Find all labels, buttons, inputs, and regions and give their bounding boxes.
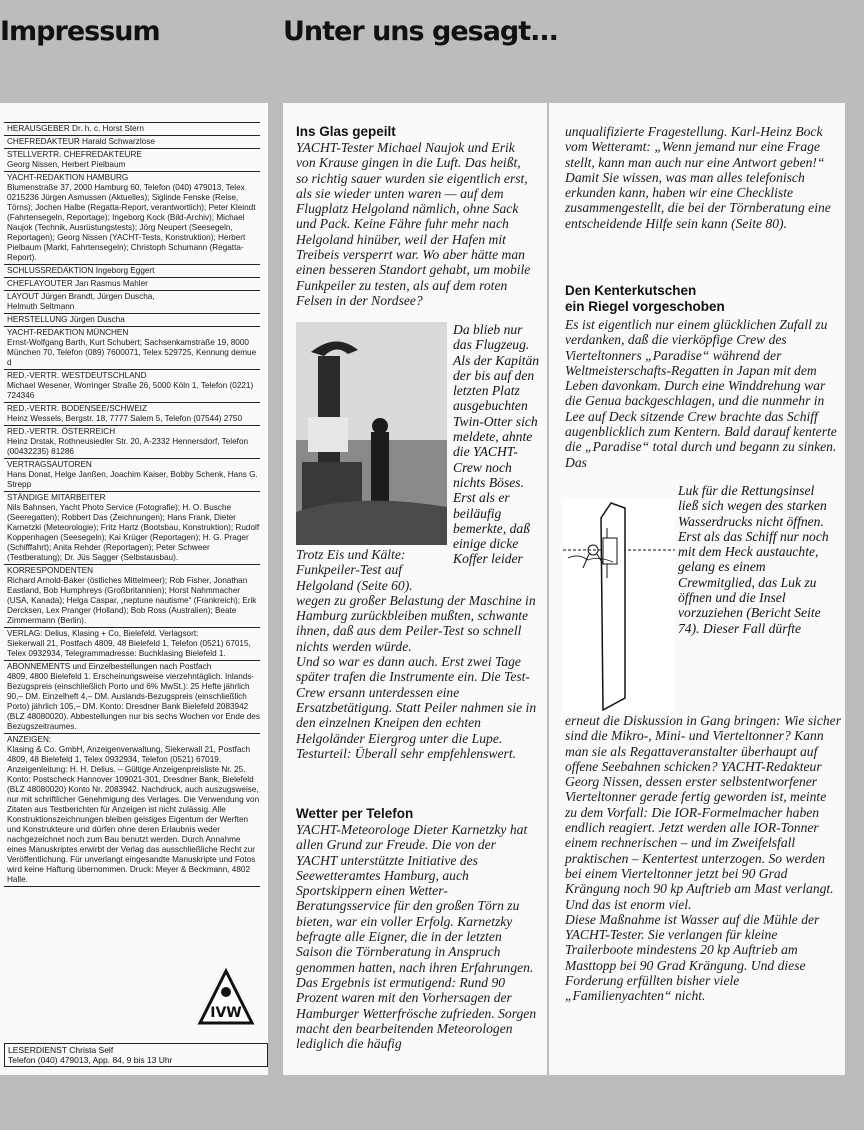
impressum-body: Georg Nissen, Herbert Pielbaum [7,160,126,169]
article-paragraph: erneut die Diskussion in Gang bringen: Wie sicher sind die Mikro-, Mini- und Vierteltonner? Kann man sie als Regattaveranstalter überhaupt auf offene Seebahnen schicken? YACHT-Redakteur Georg Nissen, dessen erster selbstentworfener Vierteltonner gerade fertig geworden ist, meinte zu dem Vorfall: Die IOR-Formelmacher haben endlich reagiert. Jetzt werden alle IOR-Tonner einem rechnerischen – und im Zweifelsfall praktischen – Kentertest unterzogen. So werden bei einem Vierteltonner jetzt bei 90 Grad Krängung noch 90 kp Auftrieb am Mast verlangt. Und das ist enorm viel. [565,713,841,912]
article-wetter [296,806,540,1051]
impressum-section [4,135,260,148]
impressum-section [4,458,260,491]
svg-text:IVW: IVW [210,1005,242,1021]
helgoland-photo [296,322,447,545]
impressum-section [4,326,260,369]
impressum-heading: ANZEIGEN: [7,735,52,744]
impressum-heading: YACHT-REDAKTION MÜNCHEN [7,328,129,337]
impressum-title: Impressum [0,16,160,47]
impressum-heading: VERTRAGSAUTOREN [7,460,92,469]
impressum-list [4,122,260,887]
impressum-body: Ernst-Wolfgang Barth, Kurt Schubert; Sachsenkamstraße 19, 8000 München 70, Telefon (089) 7600071, Telex 529725, Kennung demue d [7,338,257,367]
photo-image [296,322,447,545]
impressum-heading: RED.-VERTR. ÖSTERREICH [7,427,116,436]
impressum-section [4,369,260,402]
article-paragraph: Es ist eigentlich nur einem glücklichen Zufall zu verdanken, daß die vierköpfige Crew des Vierteltonners „Paradise“ während der Weltmeisterschafts-Regatten in Japan mit dem Leben davonkam. Durch eine Winddrehung war die Genua backgeschlagen, und die nunmehr in Lee auf Deck sitzende Crew brachte das Schiff augenblicklich zum Kentern. Bald darauf kenterte die „Paradise“ total durch und begann zu sinken. Das [565,317,837,470]
article-paragraph: YACHT-Tester Michael Naujok und Erik von Krause gingen in die Luft. Das heißt, so richtig sauer wurden sie eigentlich erst, als sie wieder unten waren — auf dem Flugplatz Helgoland nämlich, ohne Sack und Pack. Keine Fähre fuhr mehr nach Helgoland hinüber, weil der Hafen mit Treibeis versperrt war. Wo aber hätte man einen besseren Standort gehabt, um mobile Funkpeiler zu testen, als auf dem roten Felsen in der Nordsee? [296,140,531,308]
impressum-section [4,313,260,326]
article-wetter-continued [565,124,841,231]
impressum-section [4,660,260,733]
impressum-heading: CHEFLAYOUTER Jan Rasmus Mahler [7,279,148,288]
impressum-heading: ABONNEMENTS und Einzelbestellungen nach Postfach [7,662,212,671]
photo-caption: Trotz Eis und Kälte: Funkpeiler-Test auf Helgoland (Seite 60). [296,547,413,593]
impressum-section [4,425,260,458]
impressum-body: 4809, 4800 Bielefeld 1. Erscheinungsweise vierzehntäglich. Inlands-Bezugspreis (einschließlich Porto und 6% MwSt.): 25 Hefte jährlich 90,– DM. Einzelheft 4,– DM. Auslands-Bezugspreis (einschließlich Porto) jährlich 105,– DM. Konto: Dresdner Bank Bielefeld 2083942 (BLZ 48080020). Abbestellungen nur bis sechs Wochen vor Ende des Bezugszeitraumes. [7,672,260,731]
article-kenterkutschen [565,283,841,470]
article-subheading: ein Riegel vorgeschoben [565,299,725,314]
impressum-section [4,171,260,264]
article-ins-glas [296,124,536,308]
impressum-section [4,264,260,277]
article-paragraph: unqualifizierte Fragestellung. Karl-Heinz Bock vom Wetteramt: „Wenn jemand nur eine Frage stellt, kann man auch nur eine Antwort geben!“ Damit Sie wissen, was man alles telefonisch erkunden kann, haben wir eine Checkliste zusammengestellt, die bei der Törnberatung eine entscheidende Hilfe sein kann (Seite 80). [565,124,831,231]
impressum-heading: STELLVERTR. CHEFREDAKTEURE [7,150,142,159]
article-paragraph: wegen zu großer Belastung der Maschine in Hamburg zurückbleiben mußten, schwante ihnen, daß aus dem Peiler-Test so schnell nichts werden würde. [296,592,536,654]
impressum-body: Helmuth Seltmann [7,302,75,311]
impressum-heading: LAYOUT Jürgen Brandt, Jürgen Duscha, [7,292,155,301]
article-wrap-text: Luk für die Rettungsinsel ließ sich wegen des starken Wasserdrucks nicht öffnen. Erst als das Schiff nur noch mit dem Heck austauchte, gelang es einem Crewmitglied, das Luk zu öffnen und die Insel vorzuziehen (Bericht Seite 74). Dieser Fall dürfte [678,483,829,636]
page-title: Unter uns gesagt... [283,16,558,47]
impressum-body: Siekerwall 21, Postfach 4809, 48 Bielefeld 1, Telefon (0521) 67015, Telex 0932934, Telegrammadresse: Buchklasing Bielefeld 1. [7,639,251,658]
leserdienst-phone: Telefon (040) 479013, App. 84, 9 bis 13 Uhr [8,1055,173,1065]
article-ins-glas-continued [296,547,540,761]
impressum-heading: YACHT-REDAKTION HAMBURG [7,173,129,182]
impressum-section [4,564,260,627]
impressum-section [4,277,260,290]
impressum-section [4,122,260,135]
impressum-body: Michael Wesener, Worringer Straße 26, 5000 Köln 1, Telefon (0221) 724346 [7,381,254,400]
impressum-section [4,627,260,660]
impressum-heading: SCHLUSSREDAKTION Ingeborg Eggert [7,266,155,275]
article-wrap-text: Da blieb nur das Flugzeug. Als der Kapitän der bis auf den letzten Platz ausgebuchten Twin-Otter sich meldete, ahnte die YACHT-Crew noch nichts Böses. Erst als er beiläufig bemerkte, daß einige dicke Koffer leider [453,322,540,567]
ivw-logo [197,968,255,1026]
impressum-heading: KORRESPONDENTEN [7,566,93,575]
article-kenterkutschen-continued [565,713,841,1004]
article-paragraph: YACHT-Meteorologe Dieter Karnetzky hat allen Grund zur Freude. Die von der YACHT unterstützte Initiative des Seewetteramtes Hamburg, auch Sportskippern einen Wetter-Beratungsservice für den großen Törn zu bieten, war ein voller Erfolg. Karnetzky befragte alle Eigner, die in der letzten Saison die Törnberatung in Anspruch genommen hatten, nach ihren Erfahrungen. Das Ergebnis ist ermutigend: Rund 90 Prozent waren mit den Vorhersagen der Hamburger Wetterfrösche zufrieden. Sorgen macht den bearbeitenden Meteorologen lediglich die häufig [296,822,537,1052]
impressum-heading: VERLAG: Delius, Klasing + Co, Bielefeld. Verlagsort: [7,629,199,638]
article-heading: Den Kenterkutschen [565,283,697,298]
impressum-heading: CHEFREDAKTEUR Harald Schwarzlose [7,137,155,146]
article-heading: Wetter per Telefon [296,806,414,821]
impressum-section [4,491,260,564]
impressum-body: Hans Donat, Helge Janßen, Joachim Kaiser, Bobby Schenk, Hans G. Strepp [7,470,258,489]
capsized-boat-drawing [563,498,675,713]
article-paragraph: Diese Maßnahme ist Wasser auf die Mühle der YACHT-Tester. Sie verlangen für kleine Trailerboote mindestens 20 kp Auftrieb am Masttopp bei 90 Grad Krängung. Und diese Forderung erfüllten bisher viele „Familienyachten“ nicht. [565,911,820,1004]
drawing-image [563,498,675,713]
article-heading: Ins Glas gepeilt [296,124,396,139]
impressum-body: Richard Arnold-Baker (östliches Mittelmeer); Rob Fisher, Jonathan Eastland, Bob Humphreys (Großbritannien); Horst Nahmmacher (USA, Kanada); Helga Caspar, „neptune nautisme“ (Frankreich); Erik Dercksen, Lex Pranger (Holland); Bob Ross (Australien); Beate Zimmermann (Berlin). [7,576,257,625]
impressum-heading: RED.-VERTR. WESTDEUTSCHLAND [7,371,147,380]
impressum-heading: HERSTELLUNG Jürgen Duscha [7,315,125,324]
impressum-body: Klasing & Co. GmbH, Anzeigenverwaltung, Siekerwall 21, Postfach 4809, 48 Bielefeld 1, Telex 0932934, Telefon (0521) 67019. Anzeigenleitung: H. H. Delius. – Gültige Anzeigenpreisliste Nr. 25. Konto: Postscheck Hannover 109021-301, Dresdner Bank, Bielefeld (BLZ 48080020) Konto Nr. 2083942. Nachdruck, auch auszugsweise, nur mit schriftlicher Genehmigung des Verlages. Die Verwendung von Zitaten aus Testberichten für Anzeigen ist nicht zulässig. Alle Konstruktionszeichnungen bleiben geistiges Eigentum der Werften und Konstrukteure und dürfen ohne deren Erlaubnis weder nachgezeichnet noch zum Bau benutzt werden. Durch Annahme eines Manuskriptes erwirbt der Verlag das ausschließliche Recht zur Veröffentlichung. Für unverlangt eingesandte Manuskripte und Fotos wird keine Haftung übernommen. Druck: Meyer & Beckmann, 4802 Halle. [7,745,260,884]
article-paragraph: Und so war es dann auch. Erst zwei Tage später trafen die Instrumente ein. Die Test-Crew ersann unterdessen eine Ersatzbetätigung. Statt Peiler nahmen sie in den einzelnen Kneipen den echten Helgoländer Eiergrog unter die Lupe. Testurteil: Überall sehr empfehlenswert. [296,654,537,761]
impressum-section [4,148,260,171]
impressum-section [4,290,260,313]
impressum-body: Blumenstraße 37, 2000 Hamburg 60, Telefon (040) 479013, Telex 0215236 Jürgen Asmussen (Aktuelles); Siglinde Fenske (Reise, Törns); Jochen Halbe (Regatta-Report, verantwortlich); Peter Kleindt (Fahrtensegeln, Reportage); Ingeborg Kock (Bild-Archiv); Michael Naujok (Technik, Ausrüstungstests); Jörg Neupert (Seesegeln, Reportagen); Georg Nissen (YACHT-Tests, Konstruktion); Herbert Pielbaum (Markt, Fahrtensegeln); Christoph Schumann (Regatta-Report). [7,183,256,262]
impressum-section [4,733,260,887]
impressum-heading: HERAUSGEBER Dr. h. c. Horst Stern [7,124,144,133]
impressum-body: Nils Bahnsen, Yacht Photo Service (Fotografie); H. O. Busche (Seeregatten); Robbert Das (Zeichnungen); Hans Frank, Dieter Karnetzki (Meteorologie); Fritz Hartz (Bootsbau, Konstruktion); Rudolf Koppenhagen (Seesegeln); Kai Krüger (Reportagen); H. G. Prager (Schifffahrt); Anita Rehder (Reportagen); Peter Schweer (Testberatung); Dr. Jüs Sagger (Selbstausbau). [7,503,260,562]
impressum-heading: STÄNDIGE MITARBEITER [7,493,106,502]
impressum-body: Heinz Drstak, Rothneusiedler Str. 20, A-2332 Hennersdorf, Telefon (00432235) 81286 [7,437,249,456]
impressum-section [4,402,260,425]
leserdienst-label: LESERDIENST Christa Self [8,1045,114,1055]
impressum-heading: RED.-VERTR. BODENSEE/SCHWEIZ [7,404,147,413]
leserdienst-box [4,1043,268,1067]
impressum-body: Heinz Wessels, Bergstr. 18, 7777 Salem 5, Telefon (07544) 2750 [7,414,242,423]
